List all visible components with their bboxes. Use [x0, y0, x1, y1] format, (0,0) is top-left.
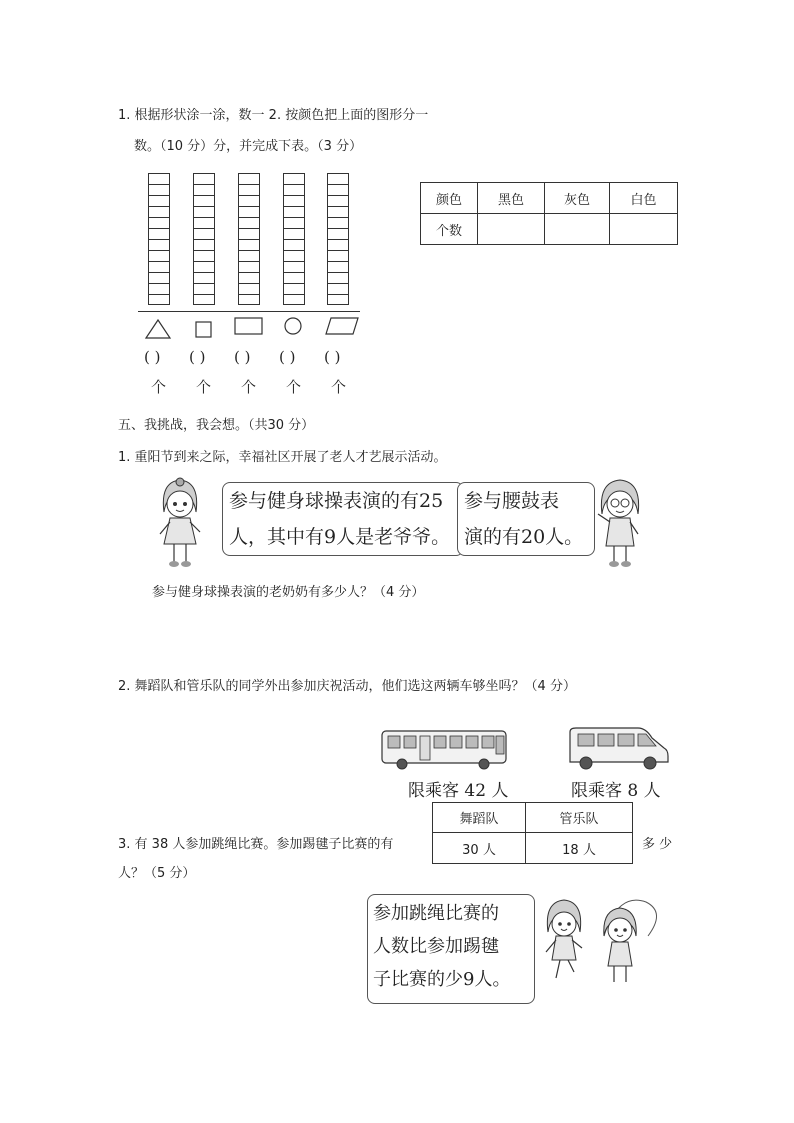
section-title: 五、我挑战，我会想。（共30 分） [118, 418, 315, 433]
table-header: 灰色 [545, 183, 610, 214]
square-tower [283, 173, 305, 305]
q1-text-line2: 数。（10 分）分，并完成下表。（3 分） [134, 139, 363, 154]
table-header: 黑色 [478, 183, 545, 214]
speech-bubble [222, 482, 464, 556]
color-count-table [420, 182, 678, 245]
unit-label: 个 [196, 378, 212, 396]
parallelogram-shape [326, 318, 358, 334]
girl-illustration [150, 474, 210, 570]
q1-text: 1. 重阳节到来之际，幸福社区开展了老人才艺展示活动。 [118, 450, 447, 465]
bubble-line: 参加跳绳比赛的 [373, 903, 499, 924]
bubble-line: 参与腰鼓表 [464, 490, 560, 512]
bubble-line: 人数比参加踢毽 [373, 936, 499, 957]
unit-label: 个 [151, 378, 167, 396]
square-tower [327, 173, 349, 305]
table-header: 管乐队 [526, 803, 633, 833]
q2-text: 2. 舞蹈队和管乐队的同学外出参加庆祝活动，他们选这两辆车够坐吗？（4 分） [118, 679, 576, 694]
q1-question: 参与健身球操表演的老奶奶有多少人？（4 分） [152, 585, 425, 600]
team-count-table [432, 802, 633, 864]
square-tower [193, 173, 215, 305]
table-cell: 30 人 [433, 833, 526, 864]
bus-illustration [380, 727, 510, 771]
square-tower [238, 173, 260, 305]
bubble-line: 人，其中有9人是老爷爷。 [229, 526, 451, 548]
unit-label: 个 [331, 378, 347, 396]
bus-capacity-label: 限乘客 42 人 [408, 781, 509, 801]
unit-label: 个 [241, 378, 257, 396]
answer-cell[interactable] [545, 214, 610, 245]
answer-blank[interactable]: ( ) [324, 348, 341, 366]
girl-with-glasses-illustration [590, 474, 650, 570]
q3-text: 3. 有 38 人参加跳绳比赛。参加踢毽子比赛的有 [118, 837, 394, 852]
shapes-row [138, 314, 363, 342]
square-shape [196, 322, 211, 337]
table-header: 舞蹈队 [433, 803, 526, 833]
answer-blank[interactable]: ( ) [234, 348, 251, 366]
answer-blank[interactable]: ( ) [279, 348, 296, 366]
rectangle-shape [235, 318, 262, 334]
baseline [138, 311, 360, 312]
table-row-label: 个数 [421, 214, 478, 245]
bubble-line: 演的有20人。 [464, 526, 584, 548]
unit-label: 个 [286, 378, 302, 396]
square-tower [148, 173, 170, 305]
triangle-shape [146, 320, 170, 338]
q3-text-cont: 多 少 [642, 837, 673, 852]
van-illustration [566, 724, 672, 772]
two-girls-illustration [538, 896, 664, 992]
circle-shape [285, 318, 301, 334]
speech-bubble [457, 482, 595, 556]
answer-blank[interactable]: ( ) [189, 348, 206, 366]
answer-blank[interactable]: ( ) [144, 348, 161, 366]
q1-text-line1: 1. 根据形状涂一涂，数一 2. 按颜色把上面的图形分一 [118, 108, 429, 123]
table-header: 白色 [610, 183, 678, 214]
answer-cell[interactable] [610, 214, 678, 245]
table-cell: 18 人 [526, 833, 633, 864]
answer-cell[interactable] [478, 214, 545, 245]
speech-bubble [367, 894, 535, 1004]
table-header: 颜色 [421, 183, 478, 214]
q3-text-end: 人？（5 分） [118, 866, 196, 881]
bubble-line: 参与健身球操表演的有25 [229, 490, 444, 512]
bubble-line: 子比赛的少9人。 [373, 969, 511, 990]
van-capacity-label: 限乘客 8 人 [571, 781, 661, 801]
